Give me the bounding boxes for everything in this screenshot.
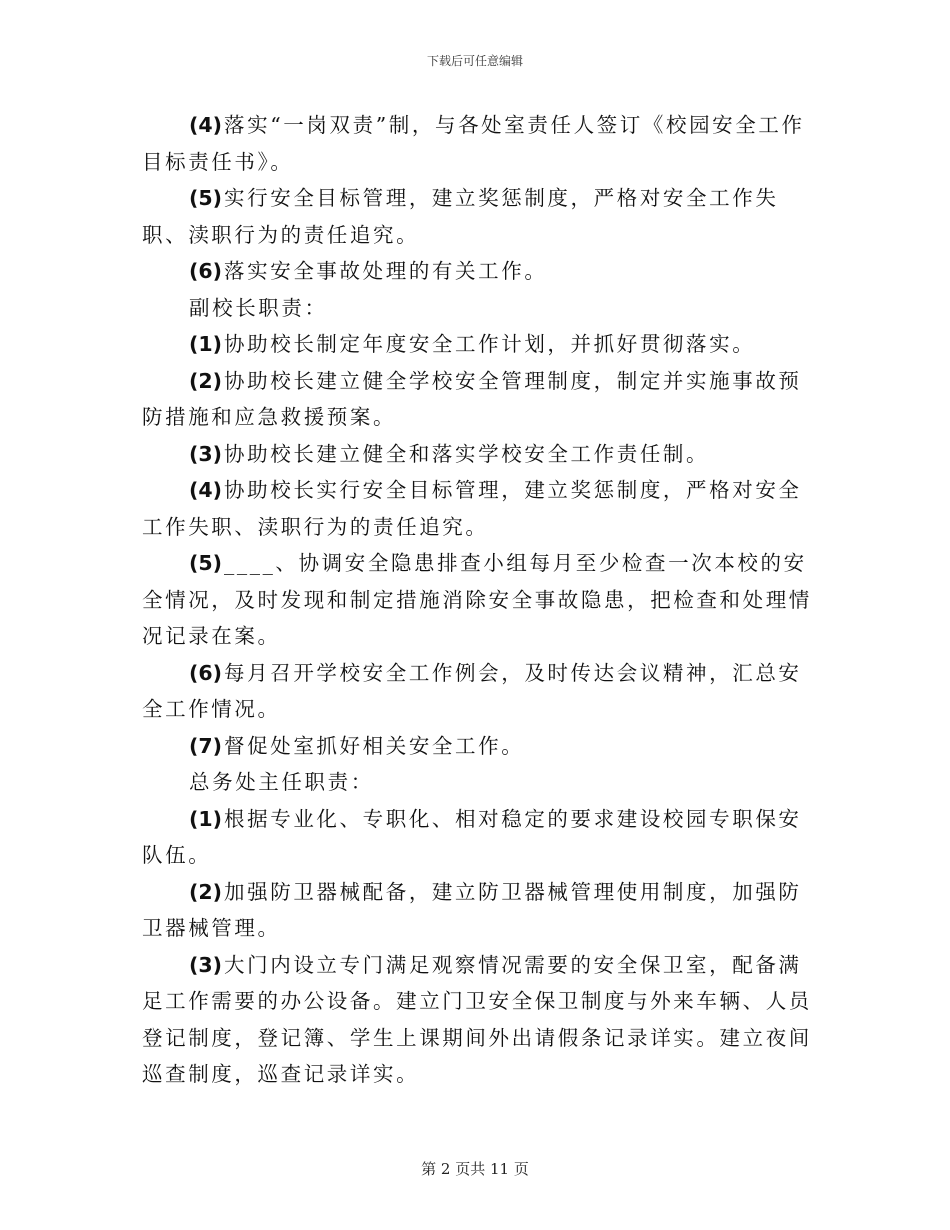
section-heading-text: 总务处主任职责： xyxy=(189,770,374,794)
page-footer: 第 2 页共 11 页 xyxy=(421,1160,529,1178)
paragraph xyxy=(142,874,817,947)
paragraph xyxy=(142,436,817,473)
item-number: (6) xyxy=(189,259,223,283)
item-number: (4) xyxy=(189,113,223,137)
item-number: (4) xyxy=(189,478,223,502)
paragraph xyxy=(142,326,817,363)
paragraph xyxy=(142,253,817,290)
paragraph xyxy=(142,545,817,655)
paragraph-text: 加强防卫器械配备，建立防卫器械管理使用制度，加强防卫器械管理。 xyxy=(142,879,802,940)
paragraph-text: 根据专业化、专职化、相对稳定的要求建设校园专职保安队伍。 xyxy=(142,806,802,867)
paragraph-text: 协助校长建立健全和落实学校安全工作责任制。 xyxy=(224,441,710,466)
paragraph-text: 落实“一岗双责”制，与各处室责任人签订《校园安全工作目标责任书》。 xyxy=(142,113,805,174)
paragraph-text: 实行安全目标管理，建立奖惩制度，严格对安全工作失职、渎职行为的责任追究。 xyxy=(142,186,779,247)
item-number: (7) xyxy=(189,733,223,758)
item-number: (5) xyxy=(189,186,223,210)
item-number: (5) xyxy=(189,551,223,575)
page-header: 下载后可任意编辑 xyxy=(426,54,523,68)
item-number: (3) xyxy=(189,952,223,977)
item-number: (6) xyxy=(189,660,223,685)
paragraph-text: 落实安全事故处理的有关工作。 xyxy=(224,259,548,283)
paragraph-text: 每月召开学校安全工作例会，及时传达会议精神，汇总安全工作情况。 xyxy=(142,660,802,721)
item-number: (1) xyxy=(189,806,223,831)
item-number: (2) xyxy=(189,368,223,393)
document-body xyxy=(142,107,817,1093)
paragraph-text: 大门内设立专门满足观察情况需要的安全保卫室，配备满足工作需要的办公设备。建立门卫安全保卫制度与外来车辆、人员登记制度，登记簿、学生上课期间外出请假条记录详实。建立夜间巡查制度，巡查记录详实。 xyxy=(142,952,812,1086)
paragraph xyxy=(142,363,817,436)
paragraph xyxy=(142,472,817,545)
paragraph-text: 协助校长建立健全学校安全管理制度，制定并实施事故预防措施和应急救援预案。 xyxy=(142,368,802,429)
item-number: (2) xyxy=(189,879,223,904)
paragraph xyxy=(142,801,817,874)
paragraph-text: 督促处室抓好相关安全工作。 xyxy=(224,733,525,758)
section-heading-text: 副校长职责： xyxy=(189,295,328,320)
paragraph-text: ____、协调安全隐患排查小组每月至少检查一次本校的安全情况，及时发现和制定措施消除安全事故隐患，把检查和处理情况记录在案。 xyxy=(142,551,812,648)
section-heading xyxy=(142,290,817,327)
paragraph xyxy=(142,728,817,765)
paragraph xyxy=(142,107,817,180)
paragraph xyxy=(142,180,817,253)
item-number: (1) xyxy=(189,332,223,356)
paragraph-text: 协助校长制定年度安全工作计划，并抓好贯彻落实。 xyxy=(224,332,756,356)
paragraph xyxy=(142,947,817,1093)
item-number: (3) xyxy=(189,441,223,466)
paragraph-text: 协助校长实行安全目标管理，建立奖惩制度，严格对安全工作失职、渎职行为的责任追究。 xyxy=(142,478,802,539)
section-heading xyxy=(142,764,817,801)
paragraph xyxy=(142,655,817,728)
